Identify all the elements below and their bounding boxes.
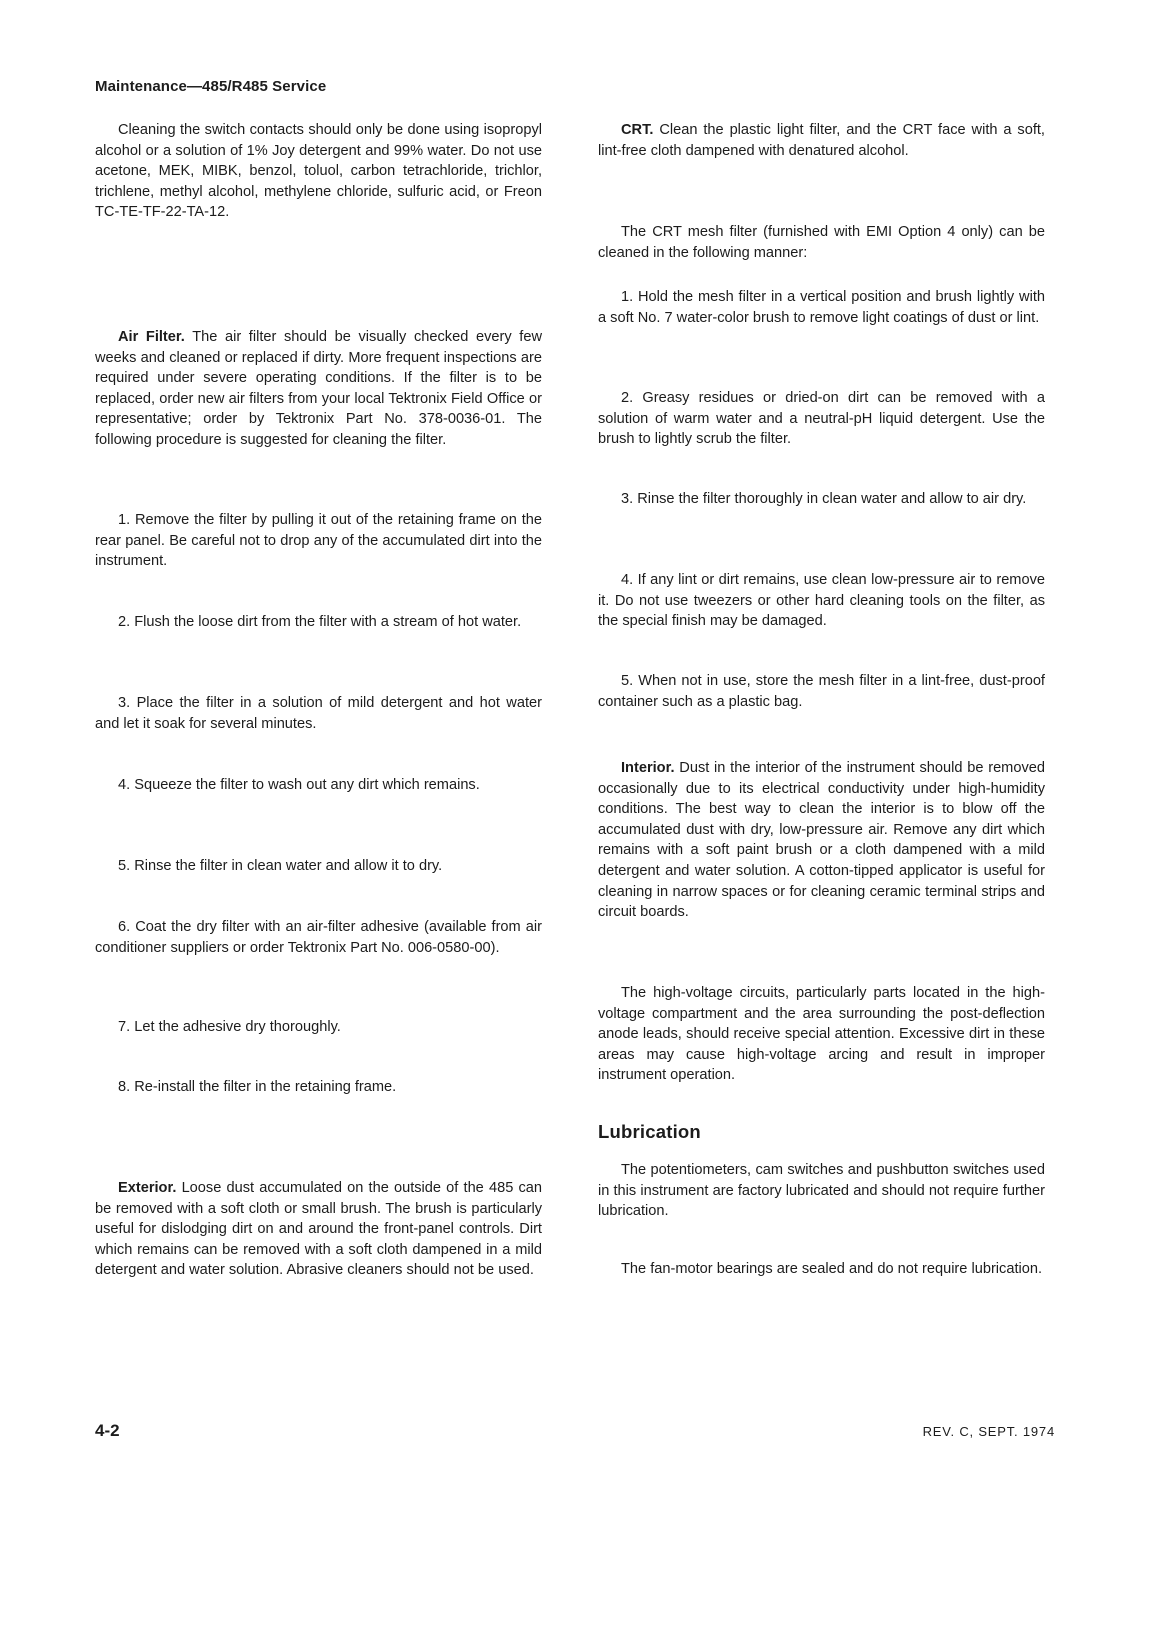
crt-heading: CRT.	[621, 122, 654, 138]
air-filter-step-7: 7. Let the adhesive dry thoroughly.	[118, 1019, 341, 1035]
air-filter-step-2: 2. Flush the loose dirt from the filter with a stream of hot water.	[118, 614, 522, 630]
switch-contacts-paragraph: Cleaning the switch contacts should only be done using isopropyl alcohol or a solution of 1% Joy detergent and 99% water. Do not use acetone, MEK, MIBK, benzol, toluol, carbon tetrachloride, trichlor, trichlene, methyl alcohol, methylene chloride, sulfuric acid, or Freon TC-TE-TF-22-TA-12.	[95, 122, 542, 221]
exterior-heading: Exterior.	[118, 1180, 177, 1196]
page-number: 4-2	[95, 1421, 120, 1440]
air-filter-step-5: 5. Rinse the filter in clean water and allow it to dry.	[118, 858, 443, 874]
air-filter-heading: Air Filter.	[118, 329, 185, 345]
page-header: Maintenance—485/R485 Service	[95, 78, 327, 95]
mesh-filter-step-5: 5. When not in use, store the mesh filter in a lint-free, dust-proof container such as a plastic bag.	[598, 673, 1045, 710]
mesh-filter-step-1: 1. Hold the mesh filter in a vertical position and brush lightly with a soft No. 7 water-color brush to remove light coatings of dust or lint.	[598, 289, 1045, 326]
air-filter-step-8: 8. Re-install the filter in the retaining frame.	[118, 1079, 397, 1095]
exterior-paragraph	[95, 1178, 542, 1281]
air-filter-text: The air filter should be visually checked every few weeks and cleaned or replaced if dirty. More frequent inspections are required under severe operating conditions. If the filter is to be replaced, order new air filters from your local Tektronix Field Office or representative; order by Tektronix Part No. 378-0036-01. The following procedure is suggested for cleaning the filter.	[95, 329, 542, 448]
mesh-filter-step-2: 2. Greasy residues or dried-on dirt can be removed with a solution of warm water and a neutral-pH liquid detergent. Use the brush to lightly scrub the filter.	[598, 390, 1045, 448]
interior-paragraph	[598, 758, 1045, 923]
mesh-filter-step-4: 4. If any lint or dirt remains, use clean low-pressure air to remove it. Do not use tweezers or other hard cleaning tools on the filter, as the special finish may be damaged.	[598, 572, 1045, 630]
air-filter-paragraph	[95, 327, 542, 451]
mesh-filter-step-3: 3. Rinse the filter thoroughly in clean water and allow to air dry.	[621, 491, 1027, 507]
air-filter-step-1: 1. Remove the filter by pulling it out of the retaining frame on the rear panel. Be careful not to drop any of the accumulated dirt into the instrument.	[95, 512, 542, 570]
lubrication-paragraph-1: The potentiometers, cam switches and pushbutton switches used in this instrument are factory lubricated and should not require further lubrication.	[598, 1162, 1045, 1220]
revision-date: REV. C, SEPT. 1974	[922, 1424, 1055, 1439]
interior-heading: Interior.	[621, 760, 675, 776]
interior-text: Dust in the interior of the instrument should be removed occasionally due to its electrical conductivity under high-humidity conditions. The best way to clean the interior is to blow off the accumulated dust with dry, low-pressure air. Remove any dirt which remains with a soft paint brush or a cloth dampened with a mild detergent and water solution. A cotton-tipped applicator is useful for cleaning in narrow spaces or for cleaning ceramic terminal strips and circuit boards.	[598, 760, 1045, 921]
high-voltage-paragraph: The high-voltage circuits, particularly parts located in the high-voltage compartment and the area surrounding the post-deflection anode leads, should receive special attention. Excessive dirt in these areas may cause high-voltage arcing and result in improper instrument operation.	[598, 985, 1045, 1084]
exterior-text: Loose dust accumulated on the outside of the 485 can be removed with a soft cloth or small brush. The brush is particularly useful for dislodging dirt on and around the front-panel controls. Dirt which remains can be removed with a soft cloth dampened in a mild detergent and water solution. Abrasive cleaners should not be used.	[95, 1180, 542, 1279]
mesh-filter-intro: The CRT mesh filter (furnished with EMI Option 4 only) can be cleaned in the following manner:	[598, 224, 1045, 261]
crt-text: Clean the plastic light filter, and the CRT face with a soft, lint-free cloth dampened with denatured alcohol.	[598, 122, 1045, 159]
crt-paragraph	[598, 120, 1045, 161]
air-filter-step-4: 4. Squeeze the filter to wash out any dirt which remains.	[118, 777, 480, 793]
air-filter-step-3: 3. Place the filter in a solution of mild detergent and hot water and let it soak for several minutes.	[95, 695, 542, 732]
lubrication-paragraph-2: The fan-motor bearings are sealed and do not require lubrication.	[621, 1261, 1043, 1277]
air-filter-step-6: 6. Coat the dry filter with an air-filter adhesive (available from air conditioner suppliers or order Tektronix Part No. 006-0580-00).	[95, 919, 542, 956]
lubrication-heading: Lubrication	[598, 1121, 701, 1142]
